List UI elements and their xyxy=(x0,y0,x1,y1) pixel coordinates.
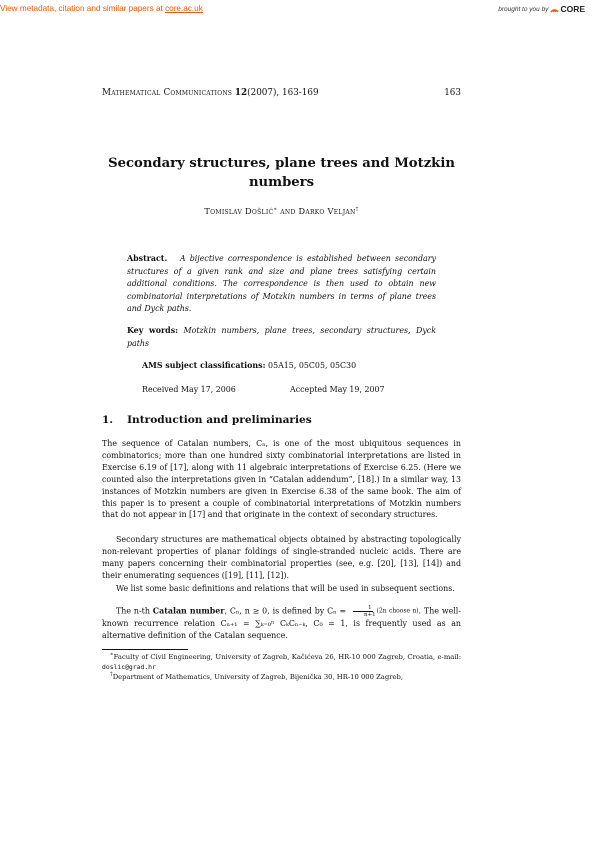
brought-by-core[interactable] xyxy=(498,4,585,14)
p4-part-b: , Cₙ, n ≥ 0, is defined by Cₙ = xyxy=(224,606,347,616)
fraction xyxy=(350,605,376,618)
section-heading xyxy=(102,414,312,426)
author-2: Darko Veljan xyxy=(298,206,356,216)
author-conjunction: and xyxy=(280,206,296,216)
footnote-rule xyxy=(102,649,188,650)
author-1: Tomislav Došlić xyxy=(204,206,274,216)
paragraph-2: Secondary structures are mathematical objects obtained by abstracting topologically non-relevant properties of planar foldings of single-stranded nucleic acids. There are many papers concerning their combinatorial properties (see, e.g. [20], [13], [14]) and their enumerating sequences ([19], [11], [12]). xyxy=(102,535,461,580)
catalan-number-term: Catalan number xyxy=(152,606,225,616)
paragraph-1: The sequence of Catalan numbers, Cₙ, is one of the most ubiquitous sequences in combinatorics; more than one hundred sixty combinatorial interpretations are listed in Exercise 6.19 of [17], along with 11 algebraic interpretations of Exercise 6.25. (Here we counted also the interpretations given in “Catalan addendum”, [18].) In a similar way, 13 instances of Motzkin numbers are given in Exercise 6.38 of the same book. The aim of this paper is to present a couple of combinatorial interpretations of Motzkin numbers that do not appear in [17] and that originate in the context of secondary structures. xyxy=(102,439,461,520)
abstract-text: A bijective correspondence is established between secondary structures of a given rank and size and plane trees satisfying certain additional conditions. The correspondence is then used to obtain new combinatorial interpretations of Motzkin numbers in terms of plane trees and Dyck paths. xyxy=(127,254,436,314)
journal-name: Mathematical Communications xyxy=(102,88,233,98)
footnote-1-text: Faculty of Civil Engineering, University of Zagreb, Kačićeva 26, HR-10 000 Zagreb, Croatia, e-mail: xyxy=(113,653,461,661)
binomial: (2n choose n) xyxy=(376,607,419,615)
section-title: Introduction and preliminaries xyxy=(127,414,312,426)
author-2-mark: † xyxy=(355,206,359,213)
view-metadata-link[interactable] xyxy=(0,4,203,13)
accepted-date: Accepted May 19, 2007 xyxy=(290,385,385,394)
fraction-denominator: n+1 xyxy=(363,612,376,618)
p4-part-a: The n-th xyxy=(116,606,150,616)
authors-line xyxy=(102,206,461,216)
core-logo[interactable] xyxy=(550,4,585,14)
journal-volume: 12 xyxy=(234,88,248,98)
paragraph-4 xyxy=(102,605,461,642)
paragraph-3: We list some basic definitions and relations that will be used in subsequent sections. xyxy=(116,584,455,593)
footnote-2 xyxy=(102,672,461,682)
core-logo-text: CORE xyxy=(560,4,585,14)
page-number: 163 xyxy=(444,88,461,98)
footnote-2-mark: † xyxy=(110,671,113,678)
author-1-mark: ∗ xyxy=(273,206,278,213)
journal-year-pages: (2007), 163-169 xyxy=(247,88,319,98)
ams-classifications xyxy=(142,361,356,370)
running-head xyxy=(102,88,461,98)
author-email-link[interactable]: doslic@grad.hr xyxy=(102,663,156,671)
section-number: 1. xyxy=(102,414,114,426)
footnote-1-mark: ∗ xyxy=(110,651,114,658)
core-ac-uk-link[interactable]: core.ac.uk xyxy=(165,4,203,13)
paper-title: Secondary structures, plane trees and Motzkin numbers xyxy=(108,156,455,190)
abstract-label: Abstract. xyxy=(127,254,168,263)
abstract xyxy=(127,253,436,316)
keywords-label: Key words: xyxy=(127,326,179,335)
ams-codes: 05A15, 05C05, 05C30 xyxy=(268,361,357,370)
ams-label: AMS subject classifications: xyxy=(142,361,266,370)
journal-citation xyxy=(102,88,319,98)
p4-part-c: . The well-known recurrence relation Cₙ₊₁ = ∑ₖ₌₀ⁿ CₖCₙ₋ₖ, C₀ = 1, is frequently used as an alternative definition of the Catalan sequence. xyxy=(102,606,461,640)
footnote-1 xyxy=(102,652,461,672)
keywords xyxy=(127,325,436,350)
footnote-2-text: Department of Mathematics, University of Zagreb, Bijenička 30, HR-10 000 Zagreb, xyxy=(112,673,403,681)
core-banner xyxy=(0,0,595,20)
view-metadata-text: View metadata, citation and similar papers at xyxy=(0,4,163,13)
fraction-numerator: 1 xyxy=(353,605,373,612)
core-logo-icon xyxy=(550,5,559,13)
received-date: Received May 17, 2006 xyxy=(142,385,236,394)
keywords-text: Motzkin numbers, plane trees, secondary structures, Dyck paths xyxy=(127,326,436,348)
brought-by-text: brought to you by xyxy=(498,5,549,13)
